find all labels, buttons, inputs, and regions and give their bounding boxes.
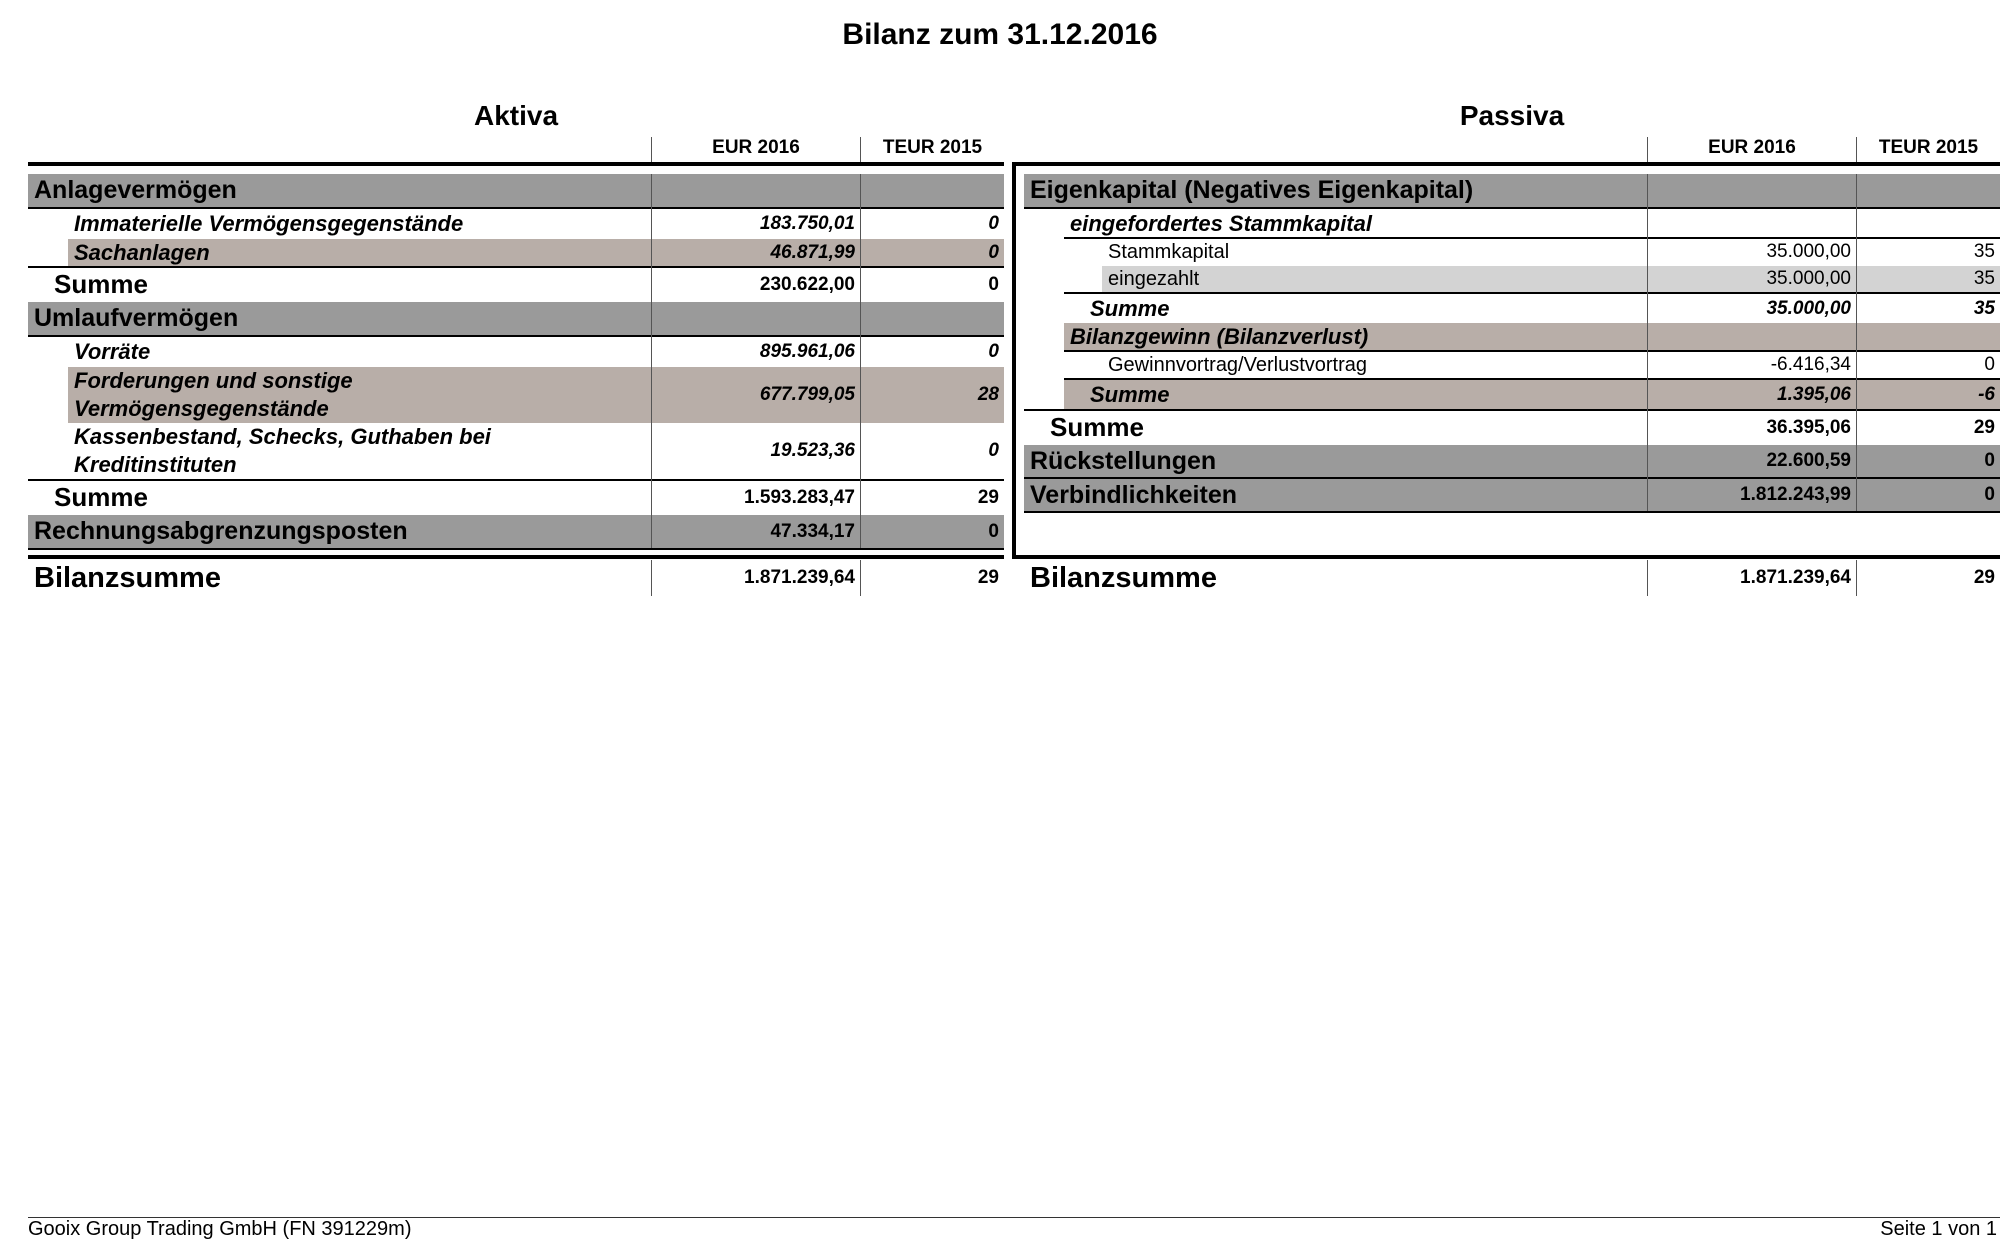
row-label: Rückstellungen — [1030, 446, 1217, 475]
row-label-line-1: Forderungen und sonstige — [74, 368, 353, 393]
passiva-eingefordert-row — [1064, 209, 2000, 238]
row-value-2015: 0 — [988, 273, 999, 295]
row-label: eingezahlt — [1108, 267, 1200, 290]
row-label-line-2: Vermögensgegenstände — [74, 396, 329, 421]
row-value-2015: 0 — [1984, 354, 1995, 375]
row-label: Verbindlichkeiten — [1030, 480, 1238, 509]
row-value-2016: 35.000,00 — [1766, 241, 1851, 262]
row-label: Bilanzsumme — [34, 561, 221, 594]
passiva-gewinnvortrag-row — [1102, 352, 2000, 378]
row-value-2016: 1.593.283,47 — [744, 486, 855, 508]
row-value-2016: 1.812.243,99 — [1740, 484, 1851, 505]
row-value-2015: -6 — [1978, 383, 1995, 405]
row-value-2016: 1.871.239,64 — [744, 567, 855, 588]
passiva-stammkapital-row — [1102, 239, 2000, 265]
row-label: Summe — [1090, 296, 1170, 321]
aktiva-kassenbestand-row — [68, 423, 1004, 479]
row-label: Stammkapital — [1108, 240, 1230, 263]
aktiva-heading: Aktiva — [473, 100, 559, 131]
row-value-2016: 46.871,99 — [770, 242, 855, 263]
passiva-summe-stammkapital-row — [1084, 294, 2000, 324]
row-label: Eigenkapital (Negatives Eigenkapital) — [1030, 176, 1474, 204]
passiva-heading: Passiva — [1459, 100, 1565, 131]
row-label: Vorräte — [74, 339, 151, 364]
row-value-2015: 29 — [977, 486, 999, 508]
passiva-summe-bilanzgewinn-row — [1064, 380, 2000, 409]
page-title: Bilanz zum 31.12.2016 — [842, 18, 1158, 51]
footer-company: Gooix Group Trading GmbH (FN 391229m) — [28, 1218, 412, 1240]
row-value-2015: 35 — [1973, 298, 1995, 319]
aktiva-immaterielle-row — [68, 209, 1004, 239]
row-label: Sachanlagen — [74, 240, 210, 265]
row-value-2016: 19.523,36 — [770, 440, 855, 461]
row-value-2015: 28 — [977, 384, 999, 405]
row-value-2015: 29 — [1973, 416, 1995, 438]
row-label: Gewinnvortrag/Verlustvortrag — [1108, 353, 1368, 376]
row-label: Bilanzsumme — [1030, 561, 1217, 594]
row-label: Anlagevermögen — [34, 176, 237, 204]
footer-page-number: Seite 1 von 1 — [1880, 1218, 1997, 1240]
row-value-2016: -6.416,34 — [1770, 354, 1851, 375]
row-value-2016: 1.395,06 — [1777, 383, 1851, 405]
row-label-line-1: Kassenbestand, Schecks, Guthaben bei — [74, 424, 491, 449]
row-value-2016: 35.000,00 — [1766, 268, 1851, 289]
row-value-2016: 47.334,17 — [770, 520, 855, 542]
row-value-2015: 0 — [988, 242, 999, 263]
row-value-2015: 29 — [977, 567, 999, 588]
aktiva-umlaufvermoegen-row — [28, 302, 1004, 335]
passiva-bilanzsumme-row — [1024, 560, 2000, 596]
row-label — [68, 423, 651, 479]
aktiva-sachanlagen-row — [68, 239, 1004, 267]
row-value-2015: 0 — [988, 213, 999, 234]
row-value-2015: 0 — [988, 341, 999, 362]
row-label: Summe — [54, 269, 148, 299]
aktiva-col-teur2015: TEUR 2015 — [882, 137, 983, 158]
row-value-2016: 36.395,06 — [1766, 416, 1851, 438]
row-label: eingefordertes Stammkapital — [1070, 210, 1372, 236]
passiva-verbindlichkeiten-row — [1024, 479, 2000, 511]
row-label: Summe — [1090, 381, 1170, 407]
row-label: Summe — [1050, 412, 1144, 442]
row-value-2015: 0 — [988, 440, 999, 461]
passiva-eigenkapital-row — [1024, 174, 2000, 207]
row-label: Rechnungsabgrenzungsposten — [34, 517, 408, 545]
row-value-2016: 230.622,00 — [759, 273, 855, 295]
row-value-2016: 677.799,05 — [759, 384, 855, 405]
row-value-2016: 183.750,01 — [759, 213, 855, 234]
row-value-2015: 35 — [1973, 241, 1995, 262]
aktiva-forderungen-row — [68, 367, 1004, 423]
passiva-rueckstellungen-row — [1024, 445, 2000, 477]
aktiva-anlagevermoegen-row — [28, 174, 1004, 207]
row-value-2016: 1.871.239,64 — [1740, 567, 1851, 588]
row-value-2015: 0 — [1984, 450, 1995, 471]
aktiva-bilanzsumme-row — [28, 560, 1004, 596]
row-value-2016: 35.000,00 — [1766, 298, 1851, 319]
row-value-2016: 895.961,06 — [759, 341, 855, 362]
row-label: Summe — [54, 482, 148, 512]
aktiva-vorraete-row — [68, 337, 1004, 367]
passiva-bilanzgewinn-row — [1064, 323, 2000, 351]
passiva-col-teur2015: TEUR 2015 — [1878, 137, 1979, 158]
row-label — [68, 367, 651, 423]
row-label: Umlaufvermögen — [34, 304, 239, 332]
passiva-col-eur2016: EUR 2016 — [1708, 137, 1796, 158]
row-label-line-2: Kreditinstituten — [74, 452, 237, 477]
aktiva-rap-row — [28, 515, 1004, 548]
row-value-2015: 0 — [988, 520, 999, 542]
center-divider — [1012, 164, 1016, 557]
row-value-2016: 22.600,59 — [1766, 450, 1851, 471]
row-value-2015: 35 — [1973, 268, 1995, 289]
row-value-2015: 0 — [1984, 484, 1995, 505]
row-value-2015: 29 — [1973, 567, 1995, 588]
row-label: Bilanzgewinn (Bilanzverlust) — [1070, 324, 1369, 349]
aktiva-col-eur2016: EUR 2016 — [712, 137, 800, 158]
row-label: Immaterielle Vermögensgegenstände — [74, 211, 464, 236]
passiva-eingezahlt-row — [1102, 266, 2000, 292]
